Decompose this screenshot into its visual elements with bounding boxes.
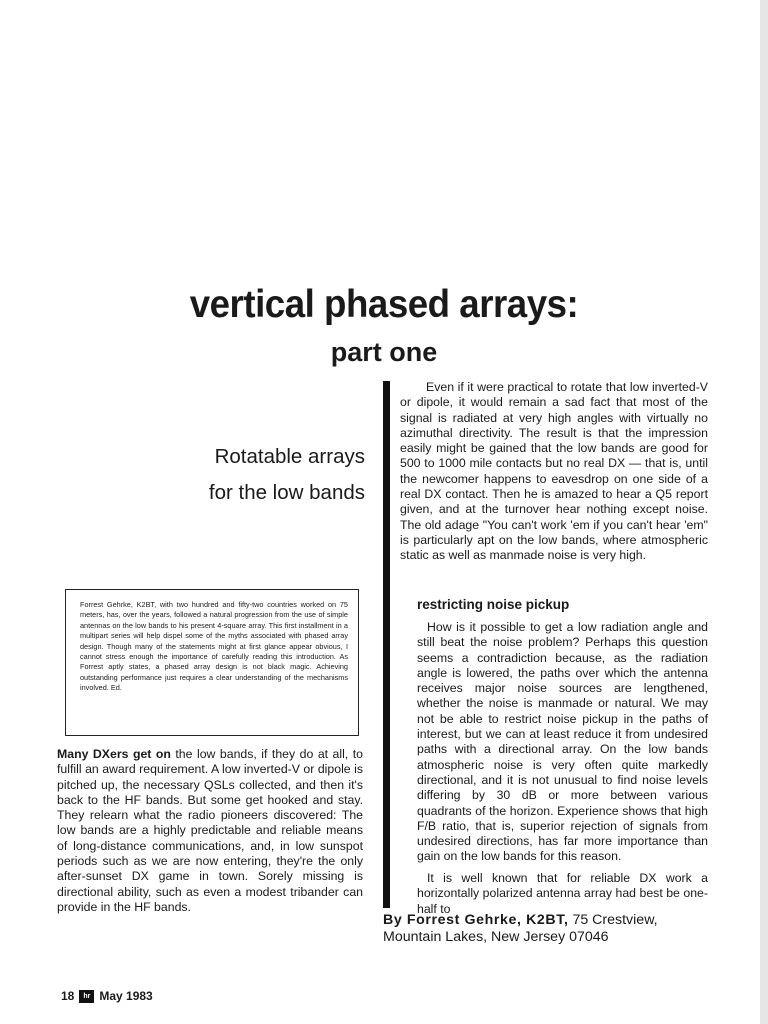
page-number: 18 [61, 989, 75, 1003]
issue-date: May 1983 [99, 989, 153, 1003]
left-column-body [57, 747, 363, 915]
right-column-paragraph-2: How is it possible to get a low radiation angle and still beat the noise problem? Perhaps this question seems a contradiction because, as the radiation angle is lowered, the paths over which the antenna receives major noise sources are lengthened, whether the noise is manmade or natural. We may not be able to restrict noise pickup in the paths of interest, but we can at least reduce it from undesired paths with a directional array. On the low bands atmospheric noise is very often quite markedly directional, and it is not unusual to find noise levels differing by 30 dB or more between various quadrants of the horizon. Experience shows that high F/B ratio, that is, superior rejection of signals from undesired directions, has far more importance than gain on the low bands for this reason. [417, 620, 708, 864]
byline-author: By Forrest Gehrke, K2BT, [383, 912, 569, 928]
byline-address-2: Mountain Lakes, New Jersey 07046 [383, 929, 609, 945]
section-heading: restricting noise pickup [417, 597, 570, 612]
right-column-paragraph-1: Even if it were practical to rotate that low inverted-V or dipole, it would remain a sad fact that most of the signal is radiated at very high angles with virtually no azimuthal directivity. The result is that the impression easily might be gained that the low bands are good for 500 to 1000 mile contacts but no real DX — that is, until the newcomer happens to eavesdrop on one side of a real DX contact. Then he is amazed to hear a Q5 report given, and at the turnover hear nothing except noise. The old adage "You can't work 'em if you can't hear 'em" is particularly apt on the low bands, where atmospheric static as well as manmade noise is very high. [400, 380, 708, 563]
author-byline [383, 912, 723, 946]
vertical-rule [383, 381, 390, 908]
magazine-logo-icon: hr [79, 990, 94, 1003]
editor-note-box [65, 589, 359, 736]
editor-note-text: Forrest Gehrke, K2BT, with two hundred and fifty-two countries worked on 75 meters, has, over the years, followed a natural progression from the use of simple antennas on the low bands to his present 4-square array. This first installment in a multipart series will help dispel some of the myths associated with phased array design. Though many of the statements might at first glance appear obvious, I cannot stress enough the importance of carefully reading this introduction. As Forrest aptly states, a phased array design is not black magic. Achieving outstanding performance just requires a clear understanding of the mechanisms involved. Ed. [80, 600, 348, 693]
tagline-line-1: Rotatable arrays [214, 445, 365, 468]
article-title: vertical phased arrays: [189, 283, 579, 326]
article-subtitle: part one [330, 337, 438, 367]
left-body-text: the low bands, if they do at all, to fulfill an award requirement. A low inverted-V or dipole is pitched up, the necessary QSLs collected, and then it's back to the HF bands. But some get hooked and stay. They relearn what the radio pioneers discovered: The low bands are a highly predictable and reliable means of long-distance communications, and, in low sunspot periods such as we are now entering, they're the only after-sunset DX game in town. Sorely missing is directional ability, such as even a modest tribander can provide in the HF bands. [57, 747, 364, 914]
right-column-paragraph-3: It is well known that for reliable DX work a horizontally polarized antenna array had best be one-half to [417, 871, 708, 916]
tagline-line-2: for the low bands [208, 481, 365, 504]
lead-in: Many DXers get on [57, 747, 171, 761]
page-footer [61, 988, 153, 1004]
byline-address-1: 75 Crestview, [568, 912, 658, 928]
